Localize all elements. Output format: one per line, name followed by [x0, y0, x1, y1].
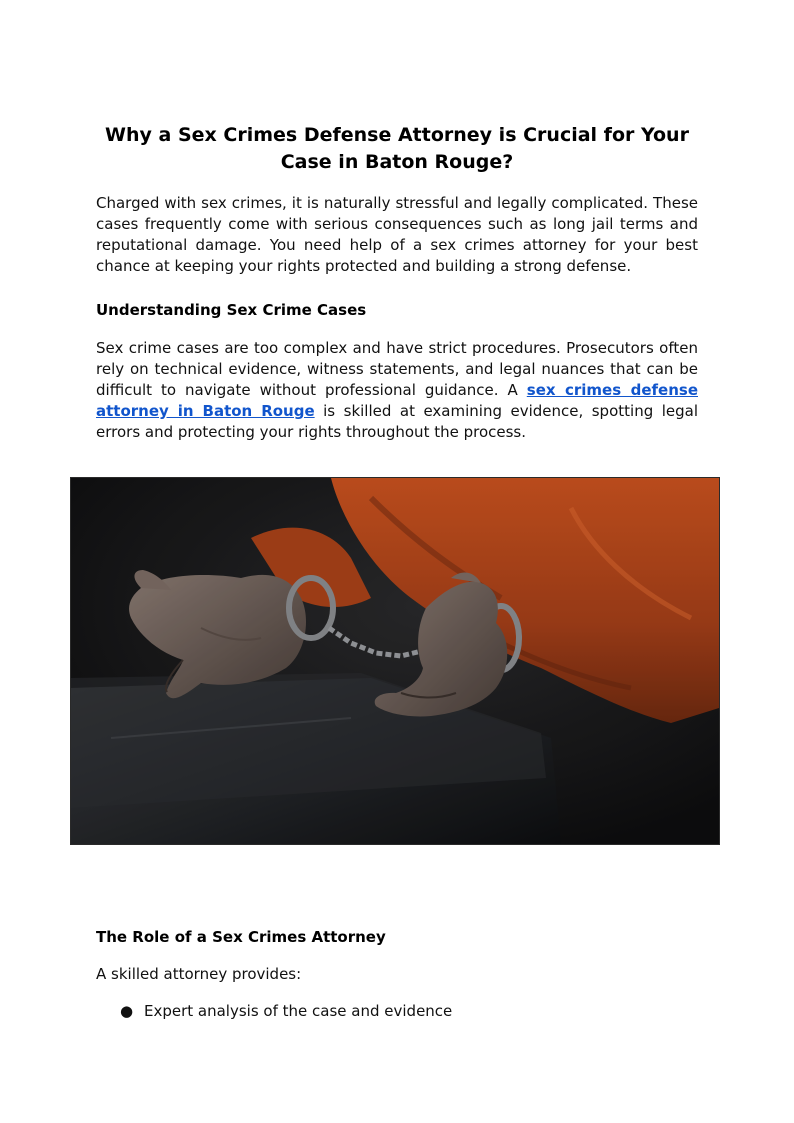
handcuffed-hands-illustration: [71, 478, 719, 844]
list-item-text: Expert analysis of the case and evidence: [144, 1002, 453, 1020]
bullet-icon: ●: [120, 1002, 134, 1020]
section-heading-role: The Role of a Sex Crimes Attorney: [96, 928, 386, 946]
document-body: [96, 122, 698, 443]
understanding-text-end: is skilled at examining evidence, spotting legal errors and protecting your rights throughout the process.: [96, 402, 698, 441]
role-intro: A skilled attorney provides:: [96, 965, 302, 983]
intro-paragraph: Charged with sex crimes, it is naturally stressful and legally complicated. These cases frequently come with serious consequences such as long jail terms and reputational damage. You need help of a sex crimes attorney for your best chance at keeping your rights protected and building a strong defense.: [96, 194, 698, 275]
handcuffed-hands-photo: [70, 477, 720, 845]
understanding-paragraph: [96, 338, 698, 443]
role-section: [96, 927, 698, 1022]
attorney-baton-rouge-link[interactable]: sex crimes defense attorney in Baton Rouge: [96, 381, 698, 420]
document-title: Why a Sex Crimes Defense Attorney is Crucial for Your Case in Baton Rouge?: [105, 124, 689, 173]
list-item: [96, 1001, 698, 1022]
understanding-text-start: Sex crime cases are too complex and have strict procedures. Prosecutors often rely on technical evidence, witness statements, and legal nuances that can be difficult to navigate without professional guidance. A: [96, 339, 698, 399]
role-bullet-list: [96, 1001, 698, 1022]
section-heading-understanding: Understanding Sex Crime Cases: [96, 301, 367, 319]
